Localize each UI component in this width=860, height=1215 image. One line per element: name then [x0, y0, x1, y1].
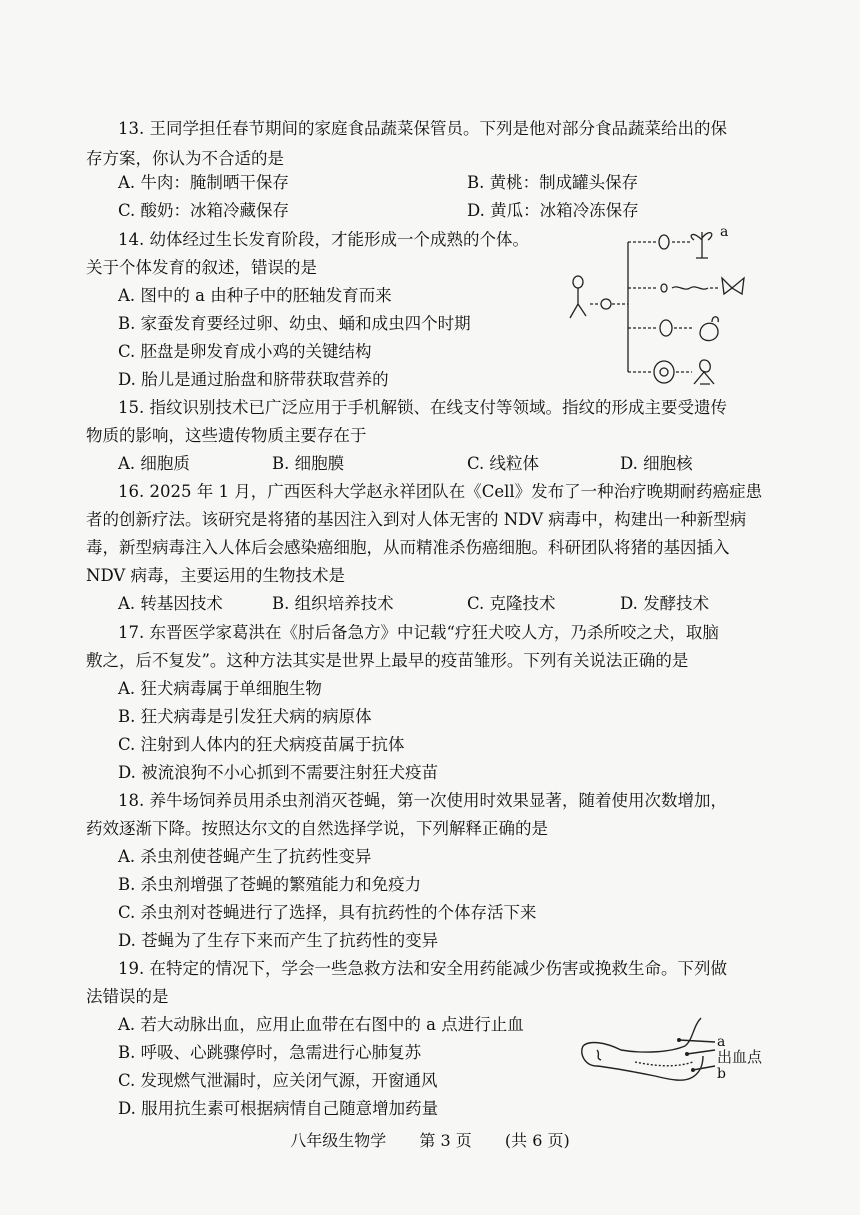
q17-option-c: C. 注射到人体内的狂犬病疫苗属于抗体: [118, 735, 405, 754]
silkworm-larva-icon: [672, 287, 708, 289]
q13-option-c: C. 酸奶：冰箱冷藏保存: [118, 201, 290, 220]
q15-option-a: A. 细胞质: [118, 454, 190, 473]
q17-stem-line2: 敷之，后不复发”。这种方法其实是世界上最早的疫苗雏形。下列有关说法正确的是: [86, 651, 689, 670]
moth-icon: [722, 278, 744, 294]
q16-option-d: D. 发酵技术: [620, 594, 710, 613]
zygote-icon: [601, 299, 611, 309]
q16-option-b: B. 组织培养技术: [272, 594, 394, 613]
silkworm-egg-icon: [661, 284, 667, 292]
uterus-icon: [654, 361, 674, 383]
baby-icon: [694, 360, 714, 384]
q13-stem-line2: 存方案，你认为不合适的是: [86, 149, 284, 168]
q17-option-b: B. 狂犬病毒是引发狂犬病的病原体: [118, 707, 372, 726]
q14-option-d: D. 胎儿是通过胎盘和脐带获取营养的: [118, 370, 389, 389]
arm-bleeding-diagram: [575, 1010, 795, 1102]
q16-stem-line3: 毒，新型病毒注入人体后会感染癌细胞，从而精准杀伤癌细胞。科研团队将猪的基因插入: [86, 538, 730, 557]
sperm-tail: [570, 288, 586, 318]
figure-label-a: a: [717, 1034, 726, 1050]
q18-option-a: A. 杀虫剂使苍蝇产生了抗药性变异: [118, 847, 372, 866]
q15-option-d: D. 细胞核: [620, 454, 693, 473]
q19-option-a: A. 若大动脉出血，应用止血带在右图中的 a 点进行止血: [118, 1015, 524, 1034]
q16-option-a: A. 转基因技术: [118, 594, 223, 613]
q19-option-c: C. 发现燃气泄漏时，应关闭气源，开窗通风: [118, 1071, 438, 1090]
footer-page-number: 第 3 页: [419, 1131, 472, 1150]
sperm-icon: [573, 276, 583, 288]
q18-stem-line2: 药效逐渐下降。按照达尔文的自然选择学说，下列解释正确的是: [86, 819, 548, 838]
footer-page-total: (共 6 页): [504, 1131, 570, 1150]
development-diagram: [560, 222, 770, 392]
q17-option-a: A. 狂犬病毒属于单细胞生物: [118, 679, 322, 698]
q19-stem-line1: 19. 在特定的情况下，学会一些急救方法和安全用药能减少伤害或挽救生命。下列做: [118, 959, 727, 978]
q16-stem-line2: 者的创新疗法。该研究是将猪的基因注入到对人体无害的 NDV 病毒中，构建出一种新型病: [86, 510, 747, 529]
chick-icon: [700, 317, 718, 341]
q19-option-d: D. 服用抗生素可根据病情自己随意增加药量: [118, 1099, 439, 1118]
q19-option-b: B. 呼吸、心跳骤停时，急需进行心肺复苏: [118, 1043, 422, 1062]
seed-icon: [659, 235, 669, 249]
figure-label-b: b: [717, 1066, 726, 1082]
q13-stem-line1: 13. 王同学担任春节期间的家庭食品蔬菜保管员。下列是他对部分食品蔬菜给出的保: [118, 119, 727, 138]
footer-subject: 八年级生物学: [290, 1131, 387, 1150]
q19-stem-line2: 法错误的是: [86, 987, 169, 1006]
q14-option-a: A. 图中的 a 由种子中的胚轴发育而来: [118, 286, 392, 305]
q13-option-a: A. 牛肉：腌制晒干保存: [118, 173, 289, 192]
q14-stem-line1: 14. 幼体经过生长发育阶段，才能形成一个成熟的个体。: [118, 230, 529, 249]
figure-label-a: a: [720, 224, 729, 240]
q17-option-d: D. 被流浪狗不小心抓到不需要注射狂犬疫苗: [118, 763, 439, 782]
q18-option-d: D. 苍蝇为了生存下来而产生了抗药性的变异: [118, 931, 439, 950]
seedling-icon: [691, 232, 712, 258]
page-footer: [0, 1128, 860, 1151]
figure-label-bleeding-point: 出血点: [717, 1048, 763, 1066]
q16-stem-line1: 16. 2025 年 1 月，广西医科大学赵永祥团队在《Cell》发布了一种治疗晚期耐药癌症患: [118, 482, 763, 501]
q18-option-c: C. 杀虫剂对苍蝇进行了选择，具有抗药性的个体存活下来: [118, 903, 537, 922]
q14-stem-line2: 关于个体发育的叙述，错误的是: [86, 258, 317, 277]
q13-option-b: B. 黄桃：制成罐头保存: [467, 173, 639, 192]
q16-stem-line4: NDV 病毒，主要运用的生物技术是: [86, 566, 346, 585]
q15-stem-line2: 物质的影响，这些遗传物质主要存在于: [86, 426, 367, 445]
bird-egg-icon: [660, 320, 672, 336]
q14-option-c: C. 胚盘是卵发育成小鸡的关键结构: [118, 342, 372, 361]
q18-stem-line1: 18. 养牛场饲养员用杀虫剂消灭苍蝇，第一次使用时效果显著，随着使用次数增加，: [118, 791, 727, 810]
q16-option-c: C. 克隆技术: [467, 594, 556, 613]
q14-option-b: B. 家蚕发育要经过卵、幼虫、蛹和成虫四个时期: [118, 314, 471, 333]
q15-stem-line1: 15. 指纹识别技术已广泛应用于手机解锁、在线支付等领域。指纹的形成主要受遗传: [118, 398, 727, 417]
q15-option-b: B. 细胞膜: [272, 454, 345, 473]
q13-option-d: D. 黄瓜：冰箱冷冻保存: [467, 201, 639, 220]
blood-vessel: [635, 1062, 693, 1066]
q15-option-c: C. 线粒体: [467, 454, 540, 473]
q17-stem-line1: 17. 东晋医学家葛洪在《肘后备急方》中记载“疗狂犬咬人方，乃杀所咬之犬，取脑: [118, 623, 719, 642]
arm-outline: [582, 1018, 703, 1080]
q18-option-b: B. 杀虫剂增强了苍蝇的繁殖能力和免疫力: [118, 875, 422, 894]
